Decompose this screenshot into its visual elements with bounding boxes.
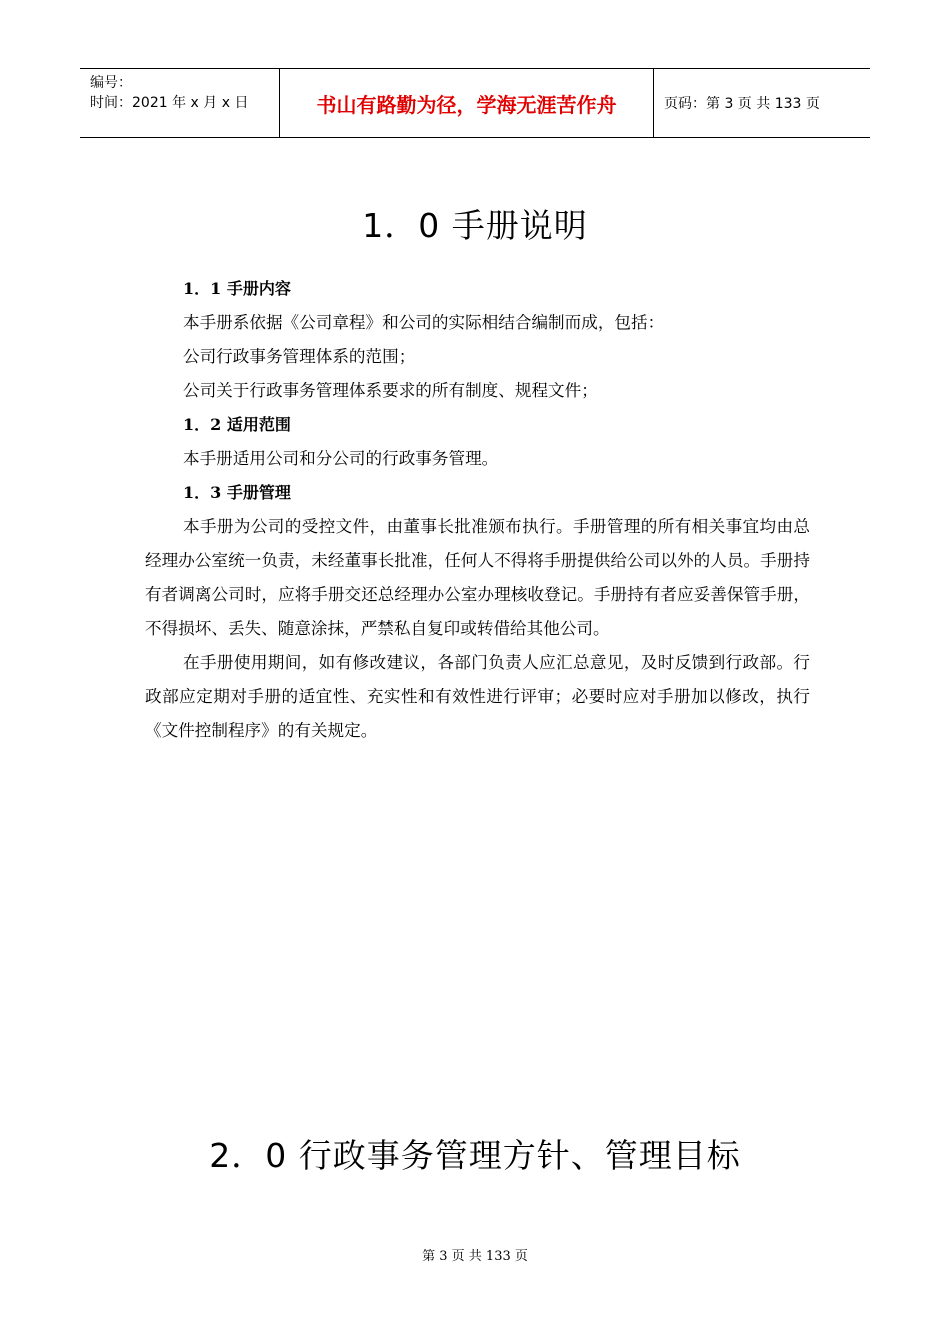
doc-date-label: 时间：2021 年 x 月 x 日 (90, 95, 249, 111)
page-footer: 第 3 页 共 133 页 (422, 1249, 528, 1264)
header-slogan: 书山有路勤为径，学海无涯苦作舟 (280, 69, 654, 137)
section-1-content (145, 272, 810, 748)
doc-number-label: 编号： (90, 75, 132, 91)
header-page-info: 页码：第 3 页 共 133 页 (664, 96, 820, 112)
subsection-title: 1．1 手册内容 (183, 279, 291, 298)
body-line: 本手册适用公司和分公司的行政事务管理。 (183, 449, 499, 468)
body-line: 本手册系依据《公司章程》和公司的实际相结合编制而成，包括： (183, 313, 665, 332)
section-2-title: 2．0 行政事务管理方针、管理目标 (209, 1136, 741, 1175)
body-paragraph: 在手册使用期间，如有修改建议，各部门负责人应汇总意见，及时反馈到行政部。行政部应定期对手册的适宜性、充实性和有效性进行评审；必要时应对手册加以修改，执行《文件控制程序》的有关规定。 (145, 653, 810, 740)
body-line: 公司关于行政事务管理体系要求的所有制度、规程文件； (183, 381, 598, 400)
body-paragraph: 本手册为公司的受控文件，由董事长批准颁布执行。手册管理的所有相关事宜均由总经理办公室统一负责，未经董事长批准，任何人不得将手册提供给公司以外的人员。手册持有者调离公司时，应将手册交还总经理办公室办理核收登记。手册持有者应妥善保管手册，不得损坏、丢失、随意涂抹，严禁私自复印或转借给其他公司。 (145, 517, 810, 638)
header-meta (80, 69, 280, 137)
subsection-title: 1．3 手册管理 (183, 483, 291, 502)
page-header (80, 68, 870, 138)
section-1-title: 1．0 手册说明 (362, 206, 588, 245)
body-line: 公司行政事务管理体系的范围； (183, 347, 416, 366)
subsection-title: 1．2 适用范围 (183, 415, 291, 434)
